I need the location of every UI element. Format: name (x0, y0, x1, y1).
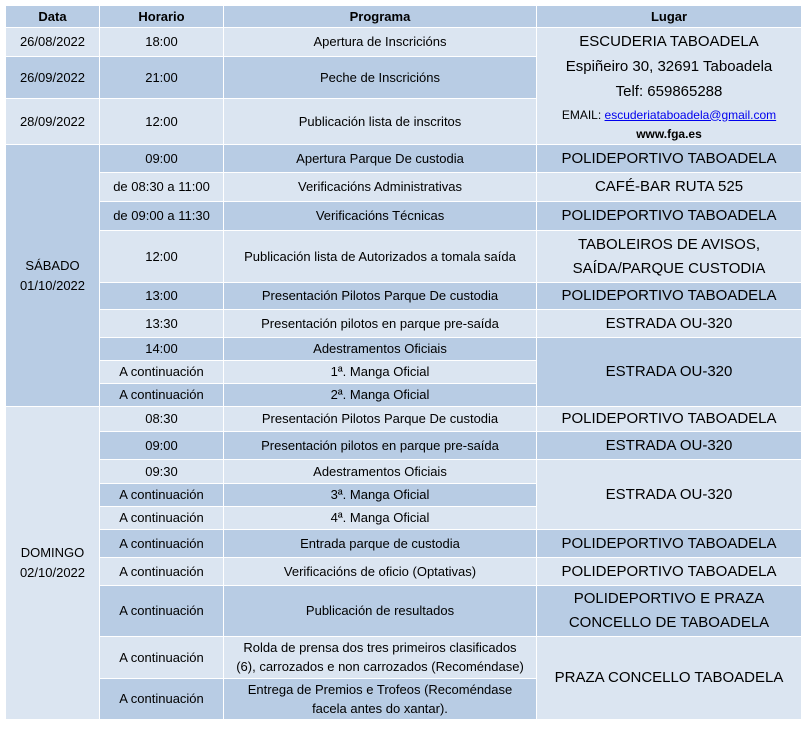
place-cell: POLIDEPORTIVO TABOADELA (537, 407, 802, 432)
time-cell: A continuación (100, 384, 224, 407)
table-row (6, 338, 802, 361)
program-cell: Adestramentos Oficiais (224, 460, 537, 484)
program-cell: Adestramentos Oficiais (224, 338, 537, 361)
place-line: TABOLEIROS DE AVISOS, (578, 235, 760, 253)
place-cell: PRAZA CONCELLO TABOADELA (537, 637, 802, 720)
place-cell: ESTRADA OU-320 (537, 310, 802, 338)
place-cell: POLIDEPORTIVO TABOADELA (537, 202, 802, 231)
program-cell (224, 679, 537, 720)
header-time: Horario (100, 6, 224, 28)
date-cell: 28/09/2022 (6, 99, 100, 145)
table-row (6, 28, 802, 57)
day-date: 02/10/2022 (19, 565, 86, 580)
organizer-phone: Telf: 659865288 (615, 82, 723, 100)
program-cell: Entrada parque de custodia (224, 530, 537, 558)
time-cell: 12:00 (100, 99, 224, 145)
program-cell: 3ª. Manga Oficial (224, 484, 537, 507)
header-place: Lugar (537, 6, 802, 28)
table-row (6, 586, 802, 637)
time-cell: 18:00 (100, 28, 224, 57)
time-cell: A continuación (100, 484, 224, 507)
program-cell: Verificacións de oficio (Optativas) (224, 558, 537, 586)
time-cell: A continuación (100, 586, 224, 637)
program-line: (6), carrozados e non carrozados (Recoméndase) (236, 659, 524, 674)
schedule-table (5, 5, 802, 720)
time-cell: 13:30 (100, 310, 224, 338)
email-label: EMAIL: (561, 107, 605, 122)
header-row (6, 6, 802, 28)
program-cell: 2ª. Manga Oficial (224, 384, 537, 407)
program-cell: Publicación lista de inscritos (224, 99, 537, 145)
header-program: Programa (224, 6, 537, 28)
day-date: 01/10/2022 (19, 277, 86, 293)
time-cell: 12:00 (100, 231, 224, 283)
place-cell: POLIDEPORTIVO TABOADELA (537, 145, 802, 173)
time-cell: 14:00 (100, 338, 224, 361)
program-cell: Presentación Pilotos Parque De custodia (224, 283, 537, 310)
table-row (6, 432, 802, 460)
time-cell: 09:30 (100, 460, 224, 484)
table-row (6, 460, 802, 484)
place-cell: POLIDEPORTIVO TABOADELA (537, 558, 802, 586)
time-cell: de 09:00 a 11:30 (100, 202, 224, 231)
time-cell: 21:00 (100, 57, 224, 99)
place-cell: POLIDEPORTIVO TABOADELA (537, 530, 802, 558)
program-cell: Presentación pilotos en parque pre-saída (224, 432, 537, 460)
program-cell: Publicación lista de Autorizados a tomala saída (224, 231, 537, 283)
program-cell: Presentación pilotos en parque pre-saída (224, 310, 537, 338)
program-cell: Publicación de resultados (224, 586, 537, 637)
program-line: facela antes do xantar). (312, 700, 448, 716)
program-cell: 4ª. Manga Oficial (224, 507, 537, 530)
time-cell: A continuación (100, 530, 224, 558)
table-row (6, 407, 802, 432)
program-cell: Verificacións Administrativas (224, 173, 537, 202)
place-cell: ESTRADA OU-320 (537, 338, 802, 407)
time-cell: A continuación (100, 637, 224, 679)
program-cell: Verificacións Técnicas (224, 202, 537, 231)
place-cell: CAFÉ-BAR RUTA 525 (537, 173, 802, 202)
organizer-website: www.fga.es (636, 126, 702, 141)
table-row (6, 310, 802, 338)
table-row (6, 283, 802, 310)
time-cell: A continuación (100, 507, 224, 530)
time-cell: 09:00 (100, 432, 224, 460)
program-line: Rolda de prensa dos tres primeiros clasificados (243, 640, 517, 655)
program-line: Entrega de Premios e Trofeos (Recoméndase (247, 681, 513, 697)
time-cell: 13:00 (100, 283, 224, 310)
table-row (6, 231, 802, 283)
day-name: SÁBADO (25, 257, 80, 273)
table-row (6, 530, 802, 558)
date-cell: 26/08/2022 (6, 28, 100, 57)
program-cell: Peche de Inscricións (224, 57, 537, 99)
saturday-date-cell (6, 145, 100, 407)
time-cell: A continuación (100, 679, 224, 720)
table-row (6, 558, 802, 586)
program-cell: Apertura Parque De custodia (224, 145, 537, 173)
table-row (6, 202, 802, 231)
program-cell: Presentación Pilotos Parque De custodia (224, 407, 537, 432)
table-row (6, 637, 802, 679)
program-cell: Apertura de Inscricións (224, 28, 537, 57)
program-cell (224, 637, 537, 679)
organizer-email-link[interactable]: escuderiataboadela@gmail.com (604, 107, 777, 122)
header-date: Data (6, 6, 100, 28)
place-cell: ESTRADA OU-320 (537, 460, 802, 530)
table-row (6, 173, 802, 202)
table-row (6, 145, 802, 173)
time-cell: A continuación (100, 361, 224, 384)
time-cell: 09:00 (100, 145, 224, 173)
place-line: SAÍDA/PARQUE CUSTODIA (572, 259, 766, 277)
place-cell (537, 231, 802, 283)
place-cell: ESTRADA OU-320 (537, 432, 802, 460)
time-cell: 08:30 (100, 407, 224, 432)
place-line: CONCELLO DE TABOADELA (568, 614, 770, 631)
sunday-date-cell (6, 407, 100, 720)
place-cell: POLIDEPORTIVO TABOADELA (537, 283, 802, 310)
organizer-name: ESCUDERIA TABOADELA (579, 32, 759, 50)
organizer-address: Espiñeiro 30, 32691 Taboadela (565, 57, 773, 75)
program-cell: 1ª. Manga Oficial (224, 361, 537, 384)
time-cell: A continuación (100, 558, 224, 586)
place-line: POLIDEPORTIVO E PRAZA (573, 590, 765, 607)
organizer-place-cell (537, 28, 802, 145)
place-cell (537, 586, 802, 637)
time-cell: de 08:30 a 11:00 (100, 173, 224, 202)
day-name: DOMINGO (20, 545, 85, 560)
organizer-email-line (539, 106, 799, 124)
date-cell: 26/09/2022 (6, 57, 100, 99)
